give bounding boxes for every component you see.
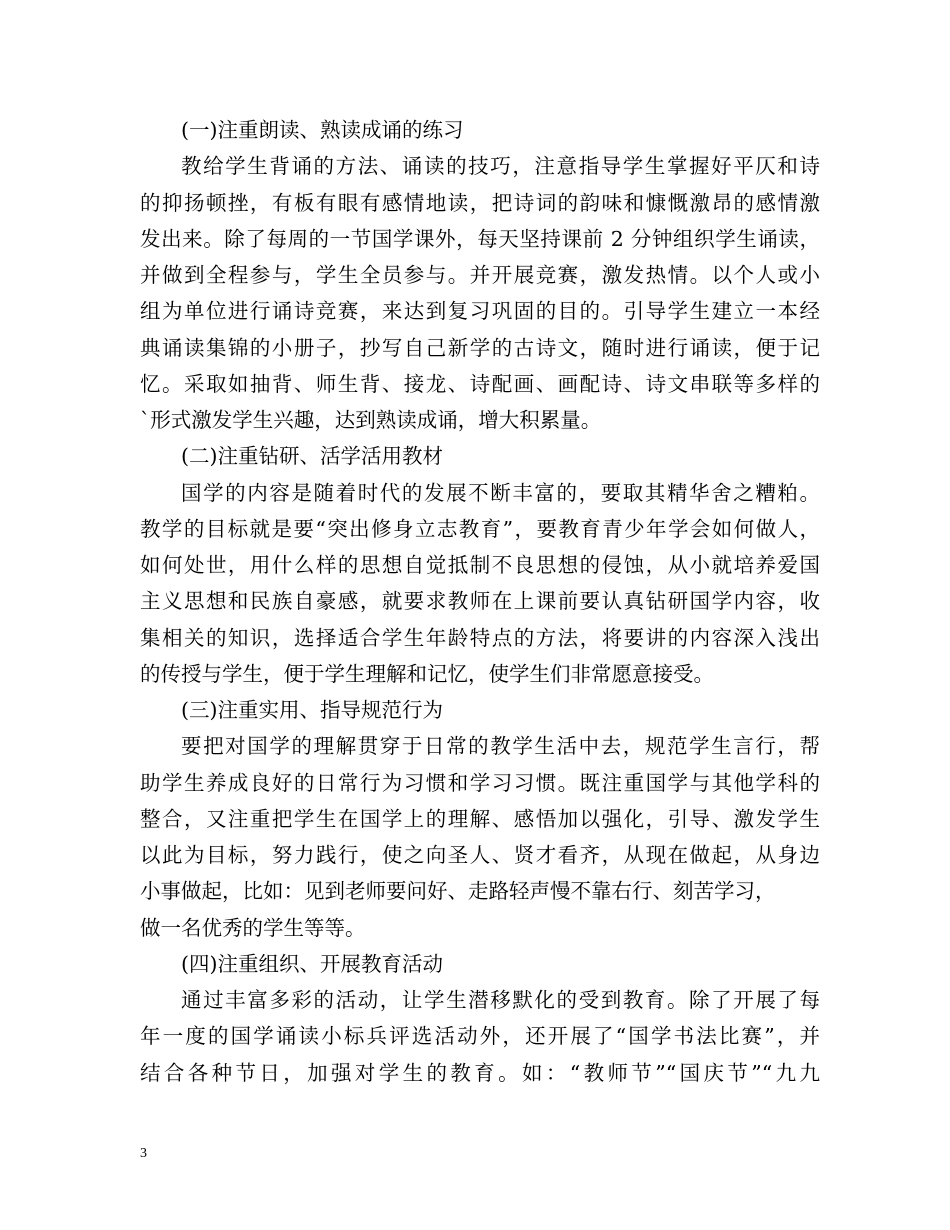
text-line: 的抑扬顿挫，有板有眼有感情地读，把诗词的韵味和慷慨激昂的感情激 xyxy=(140,190,820,215)
text-line: 主义思想和民族自豪感，就要求教师在上课前要认真钻研国学内容，收 xyxy=(140,589,820,614)
body-text xyxy=(140,112,820,1091)
text-line: 助学生养成良好的日常行为习惯和学习习惯。既注重国学与其他学科的 xyxy=(140,770,820,795)
text-line: 以此为目标，努力践行，使之向圣人、贤才看齐，从现在做起，从身边 xyxy=(140,843,820,867)
text-line: 做一名优秀的学生等等。 xyxy=(140,915,366,940)
text-line: 小事做起，比如：见到老师要问好、走路轻声慢不靠右行、刻苦学习， xyxy=(140,879,776,904)
text-line: 忆。采取如抽背、师生背、接龙、诗配画、画配诗、诗文串联等多样的 xyxy=(140,371,820,396)
text-line: 集相关的知识，选择适合学生年龄特点的方法，将要讲的内容深入浅出 xyxy=(140,625,820,650)
text-line: 的传授与学生，便于学生理解和记忆，使学生们非常愿意接受。 xyxy=(140,661,714,686)
text-line: 组为单位进行诵诗竞赛，来达到复习巩固的目的。引导学生建立一本经 xyxy=(140,299,820,324)
text-line: 典诵读集锦的小册子，抄写自己新学的古诗文，随时进行诵读，便于记 xyxy=(140,335,820,360)
text-line: 要把对国学的理解贯穿于日常的教学生活中去，规范学生言行，帮 xyxy=(181,734,820,759)
text-line: (三)注重实用、指导规范行为 xyxy=(181,698,443,722)
text-line: `形式激发学生兴趣，达到熟读成诵，增大积累量。 xyxy=(140,408,602,432)
text-line: (四)注重组织、开展教育活动 xyxy=(181,951,443,976)
text-line: 年一度的国学诵读小标兵评选活动外，还开展了“国学书法比赛”，并 xyxy=(140,1024,820,1049)
text-line: 并做到全程参与，学生全员参与。并开展竞赛，激发热情。以个人或小 xyxy=(140,263,820,287)
text-line: (一)注重朗读、熟读成诵的练习 xyxy=(181,118,464,142)
page-number: 3 xyxy=(140,1146,147,1161)
text-line: 教给学生背诵的方法、诵读的技巧，注意指导学生掌握好平仄和诗 xyxy=(181,154,820,179)
text-line: (二)注重钻研、活学活用教材 xyxy=(181,444,443,469)
text-line: 结合各种节日，加强对学生的教育。如：“教师节”“国庆节”“九九 xyxy=(140,1060,820,1085)
text-line: 通过丰富多彩的活动，让学生潜移默化的受到教育。除了开展了每 xyxy=(181,988,820,1012)
text-line: 教学的目标就是要“突出修身立志教育”，要教育青少年学会如何做人， xyxy=(140,516,820,541)
text-line: 国学的内容是随着时代的发展不断丰富的，要取其精华舍之糟粕。 xyxy=(181,480,820,505)
text-line: 如何处世，用什么样的思想自觉抵制不良思想的侵蚀，从小就培养爱国 xyxy=(140,553,820,577)
text-line: 发出来。除了每周的一节国学课外，每天坚持课前 2 分钟组织学生诵读， xyxy=(140,226,820,251)
text-line: 整合，又注重把学生在国学上的理解、感悟加以强化，引导、激发学生 xyxy=(140,806,820,831)
